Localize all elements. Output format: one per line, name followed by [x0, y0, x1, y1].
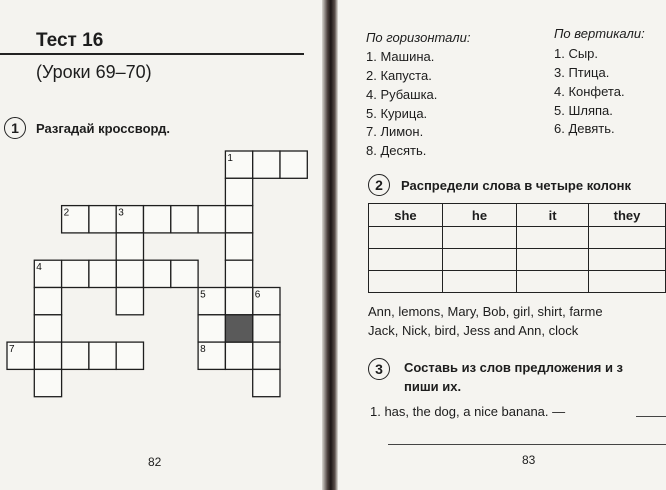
crossword-cell[interactable] — [225, 206, 252, 233]
crossword-clue-number: 5 — [200, 289, 206, 301]
table-cell[interactable] — [442, 271, 516, 293]
crossword-cell[interactable] — [253, 342, 280, 369]
task-2-number: 2 — [368, 174, 390, 196]
crossword-cell[interactable] — [34, 288, 61, 315]
crossword-cell[interactable] — [171, 206, 198, 233]
crossword-cell[interactable] — [89, 260, 116, 287]
crossword-cell[interactable] — [253, 369, 280, 396]
table-cell[interactable] — [588, 249, 665, 271]
table-cell[interactable] — [517, 227, 589, 249]
crossword-cell[interactable] — [62, 260, 89, 287]
vertical-clue: 6. Девять. — [554, 121, 615, 136]
task-3-item-1: 1. has, the dog, a nice banana. — — [370, 404, 566, 419]
test-title: Тест 16 — [36, 30, 104, 51]
table-cell[interactable] — [369, 227, 443, 249]
task-3-instruction-line-2: пиши их. — [404, 379, 462, 394]
crossword-grid — [0, 0, 322, 490]
vertical-clue: 4. Конфета. — [554, 84, 625, 99]
crossword-cell[interactable] — [116, 260, 143, 287]
table-cell[interactable] — [517, 249, 589, 271]
crossword-cell[interactable] — [34, 315, 61, 342]
table-cell[interactable] — [369, 271, 443, 293]
crossword-cell[interactable] — [171, 260, 198, 287]
left-page — [0, 0, 322, 490]
crossword-cell[interactable] — [89, 206, 116, 233]
column-header-she: she — [369, 204, 443, 227]
crossword-clue-number: 3 — [118, 207, 124, 219]
column-header-it: it — [517, 204, 589, 227]
crossword-cell[interactable] — [225, 233, 252, 260]
crossword-cell[interactable] — [34, 342, 61, 369]
crossword-cell[interactable] — [198, 315, 225, 342]
horizontal-clue: 5. Курица. — [366, 106, 428, 121]
lessons-subtitle: (Уроки 69–70) — [36, 62, 152, 82]
word-list-line-2: Jack, Nick, bird, Jess and Ann, clock — [368, 323, 579, 338]
horizontal-clue: 1. Машина. — [366, 49, 435, 64]
word-list-line-1: Ann, lemons, Mary, Bob, girl, shirt, farme — [368, 304, 603, 319]
crossword-cell[interactable] — [116, 342, 143, 369]
table-cell[interactable] — [442, 227, 516, 249]
task-3-number: 3 — [368, 358, 390, 380]
page-number-right: 83 — [522, 453, 536, 467]
pronoun-sort-table — [368, 203, 666, 293]
crossword-clue-number: 7 — [9, 344, 15, 356]
horizontal-heading: По горизонтали: — [366, 30, 471, 45]
table-cell[interactable] — [588, 227, 665, 249]
crossword-cell[interactable] — [225, 342, 252, 369]
table-cell[interactable] — [517, 271, 589, 293]
crossword-cell[interactable] — [116, 233, 143, 260]
crossword-cell[interactable] — [280, 151, 307, 178]
task-1-number: 1 — [4, 117, 26, 139]
crossword-shaded-cell — [225, 315, 252, 342]
column-header-they: they — [588, 204, 665, 227]
table-cell[interactable] — [442, 249, 516, 271]
book-gutter — [322, 0, 338, 490]
task-1-instruction: Разгадай кроссворд. — [36, 121, 170, 136]
horizontal-clue: 2. Капуста. — [366, 68, 432, 83]
horizontal-clue: 7. Лимон. — [366, 124, 424, 139]
crossword-clue-number: 1 — [227, 153, 233, 164]
page-number-left: 82 — [148, 455, 162, 469]
crossword-clue-number: 2 — [63, 207, 70, 219]
crossword-cell[interactable] — [253, 151, 280, 178]
crossword-cell[interactable] — [62, 342, 89, 369]
crossword-cell[interactable] — [144, 206, 171, 233]
crossword-cell[interactable] — [253, 315, 280, 342]
vertical-clue: 5. Шляпа. — [554, 103, 613, 118]
task-2-instruction: Распредели слова в четыре колонк — [401, 178, 632, 193]
crossword-clue-number: 4 — [36, 262, 42, 274]
table-cell[interactable] — [369, 249, 443, 271]
horizontal-clue: 4. Рубашка. — [366, 87, 438, 102]
crossword-cell[interactable] — [34, 369, 61, 396]
vertical-heading: По вертикали: — [554, 26, 645, 41]
crossword-cell[interactable] — [225, 260, 252, 287]
vertical-clue: 1. Сыр. — [554, 46, 599, 61]
crossword-cell[interactable] — [116, 288, 143, 315]
horizontal-clue: 8. Десять. — [366, 143, 427, 158]
table-cell[interactable] — [588, 271, 665, 293]
crossword-clue-number: 6 — [254, 289, 261, 301]
task-3-instruction-line-1: Составь из слов предложения и з — [404, 360, 624, 375]
sort-table-clip — [338, 0, 666, 490]
crossword-cell[interactable] — [144, 260, 171, 287]
crossword-clue-number: 8 — [200, 344, 206, 356]
vertical-clue: 3. Птица. — [554, 65, 610, 80]
column-header-he: he — [442, 204, 516, 227]
crossword-cell[interactable] — [225, 288, 252, 315]
crossword-cell[interactable] — [89, 342, 116, 369]
crossword-cell[interactable] — [225, 178, 252, 205]
crossword-cell[interactable] — [198, 206, 225, 233]
